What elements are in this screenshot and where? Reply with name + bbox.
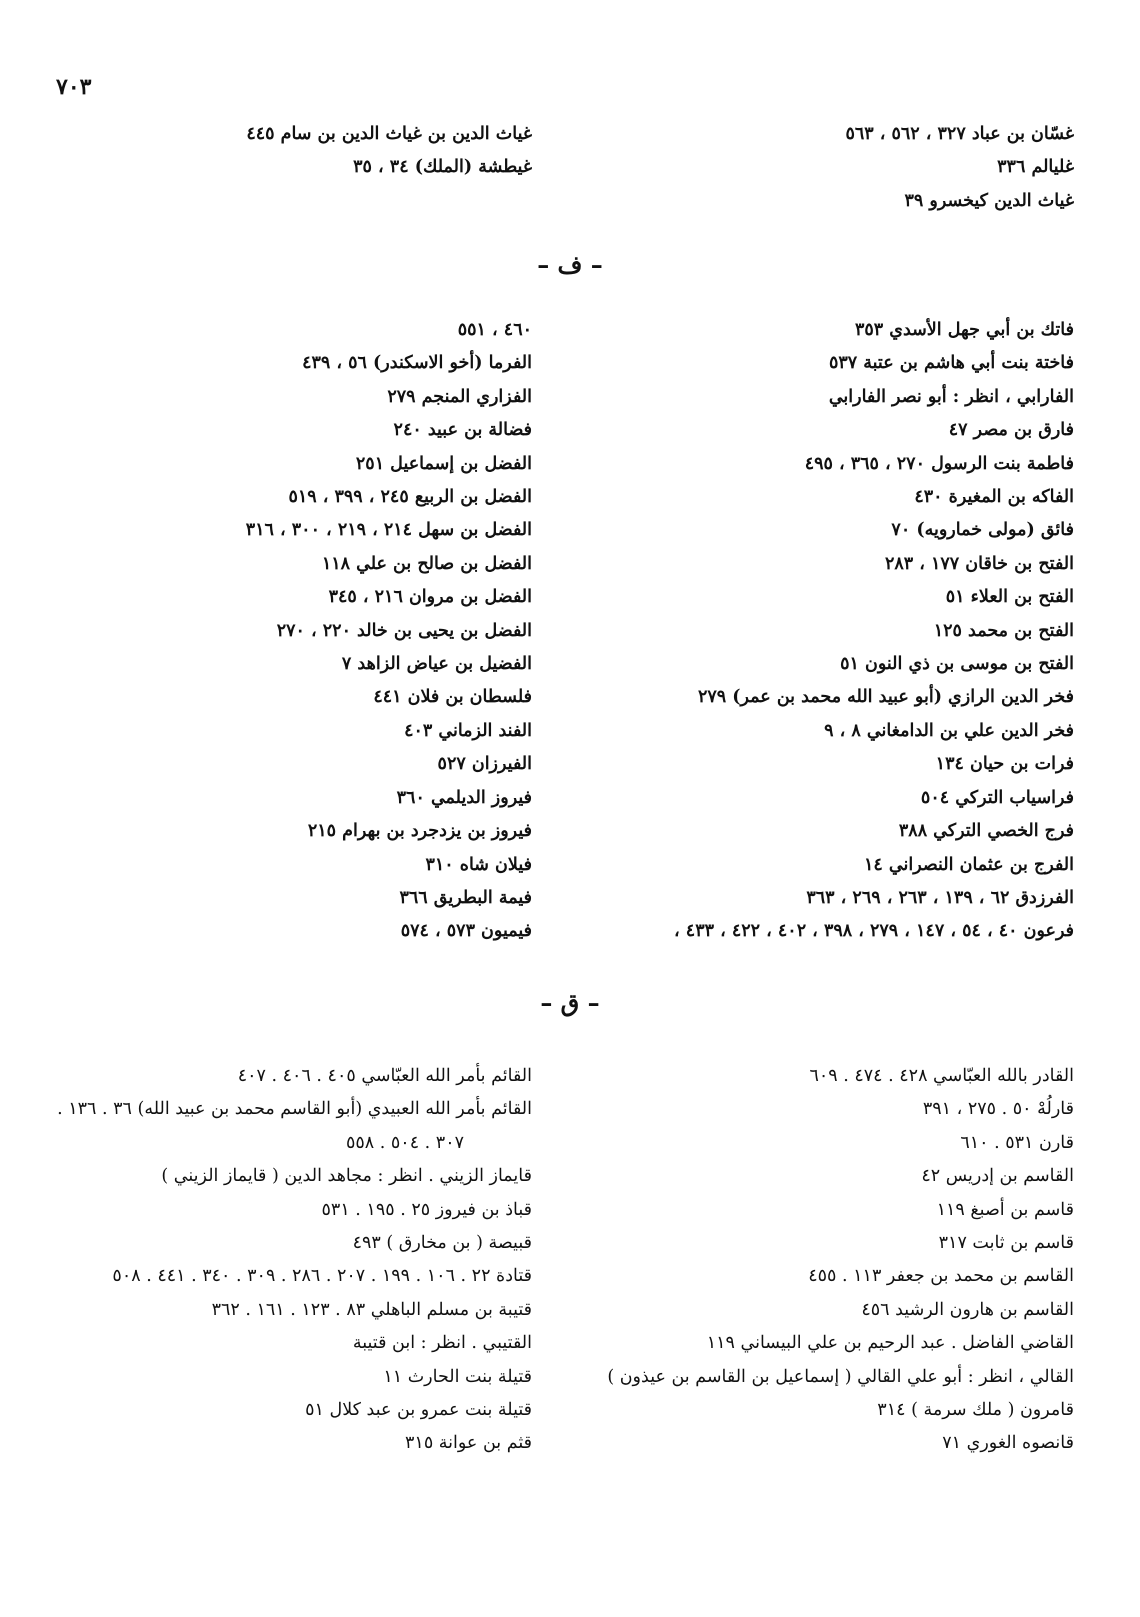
index-entry: القالي ، انظر : أبو علي القالي ( إسماعيل بن القاسم بن عيذون ) — [607, 1366, 1074, 1387]
fa-left-column — [32, 314, 532, 949]
index-entry: غليالم ٣٣٦ — [997, 157, 1074, 178]
index-entry: قارلُهْ ٥٠ . ٢٧٥ ، ٣٩١ — [922, 1099, 1074, 1120]
index-entry: الفند الزماني ٤٠٣ — [404, 720, 532, 741]
top-left-column — [32, 118, 532, 185]
index-entry: القاضي الفاضل . عبد الرحيم بن علي البيساني ١١٩ — [706, 1333, 1074, 1354]
index-entry: غياث الدين كيخسرو ٣٩ — [904, 190, 1074, 211]
index-entry: قايماز الزيني . انظر : مجاهد الدين ( قايماز الزيني ) — [161, 1166, 532, 1187]
index-entry: قارن ٥٣١ . ٦١٠ — [960, 1132, 1074, 1153]
qaf-left-column — [32, 1060, 532, 1461]
index-entry: قامرون ( ملك سرمة ) ٣١٤ — [877, 1400, 1074, 1421]
index-entry: القتيبي . انظر : ابن قتيبة — [352, 1333, 532, 1354]
index-entry: فخر الدين علي بن الدامغاني ٨ ، ٩ — [824, 720, 1074, 741]
index-entry: القاسم بن إدريس ٤٢ — [921, 1166, 1074, 1187]
index-entry: الفارابي ، انظر : أبو نصر الفارابي — [828, 386, 1074, 407]
index-entry: القائم بأمر الله العبّاسي ٤٠٥ . ٤٠٦ . ٤٠٧ — [237, 1066, 532, 1086]
index-entry: الفتح بن محمد ١٢٥ — [933, 620, 1074, 641]
index-entry: الفضل بن يحيى بن خالد ٢٢٠ ، ٢٧٠ — [276, 620, 532, 641]
index-entry: قبيصة ( بن مخارق ) ٤٩٣ — [352, 1233, 532, 1254]
index-entry: فاختة بنت أبي هاشم بن عتبة ٥٣٧ — [828, 353, 1074, 374]
index-entry: فضالة بن عبيد ٢٤٠ — [393, 420, 532, 441]
index-entry: فرج الخصي التركي ٣٨٨ — [898, 821, 1074, 842]
index-entry: القاسم بن هارون الرشيد ٤٥٦ — [861, 1299, 1074, 1320]
index-entry: قانصوه الغوري ٧١ — [942, 1433, 1074, 1454]
index-entry: الفضل بن سهل ٢١٤ ، ٢١٩ ، ٣٠٠ ، ٣١٦ — [245, 520, 532, 541]
index-entry: فيميون ٥٧٣ ، ٥٧٤ — [400, 921, 532, 942]
index-entry: غياث الدين بن غياث الدين بن سام ٤٤٥ — [246, 124, 532, 144]
index-entry: الفرزدق ٦٢ ، ١٣٩ ، ٢٦٣ ، ٢٦٩ ، ٣٦٣ — [806, 887, 1074, 908]
index-entry: فارق بن مصر ٤٧ — [948, 420, 1074, 441]
page-number: ٧٠٣ — [56, 74, 92, 100]
index-entry: قاسم بن ثابت ٣١٧ — [938, 1233, 1074, 1254]
index-entry: الفضل بن إسماعيل ٢٥١ — [355, 453, 532, 474]
index-entry: قتيلة بنت الحارث ١١ — [383, 1366, 532, 1387]
index-entry: الفيرزان ٥٢٧ — [437, 754, 532, 775]
index-entry: الفتح بن العلاء ٥١ — [945, 587, 1074, 608]
index-entry: قباذ بن فيروز ٢٥ . ١٩٥ . ٥٣١ — [321, 1199, 532, 1220]
index-entry: القاسم بن محمد بن جعفر ١١٣ . ٤٥٥ — [808, 1266, 1074, 1287]
index-entry: الفضل بن الربيع ٢٤٥ ، ٣٩٩ ، ٥١٩ — [288, 487, 532, 508]
index-entry: الفزاري المنجم ٢٧٩ — [387, 386, 532, 407]
index-entry: الفرما (أخو الاسكندر) ٥٦ ، ٤٣٩ — [302, 353, 532, 374]
index-entry: فيروز بن يزدجرد بن بهرام ٢١٥ — [307, 821, 532, 842]
index-entry: فاتك بن أبي جهل الأسدي ٣٥٣ — [854, 320, 1074, 340]
section-heading-fa: – ف – — [537, 250, 603, 279]
index-entry: قاسم بن أصبغ ١١٩ — [936, 1199, 1074, 1220]
index-entry: الفتح بن موسى بن ذي النون ٥١ — [840, 654, 1074, 675]
index-entry: قتيبة بن مسلم الباهلي ٨٣ . ١٢٣ . ١٦١ . ٣٦٢ — [211, 1299, 532, 1320]
top-right-column — [574, 118, 1074, 218]
fa-right-column — [574, 314, 1074, 949]
index-entry: الفتح بن خاقان ١٧٧ ، ٢٨٣ — [884, 553, 1074, 574]
index-entry: فيروز الديلمي ٣٦٠ — [396, 787, 532, 808]
index-entry: قتيلة بنت عمرو بن عبد كلال ٥١ — [305, 1400, 532, 1421]
index-entry: ٤٦٠ ، ٥٥١ — [457, 320, 532, 340]
index-entry: الفضل بن مروان ٢١٦ ، ٣٤٥ — [328, 587, 532, 608]
qaf-right-column — [574, 1060, 1074, 1461]
index-entry: القائم بأمر الله العبيدي (أبو القاسم محمد بن عبيد الله) ٣٦ . ١٣٦ . — [57, 1099, 532, 1120]
index-entry: فرعون ٤٠ ، ٥٤ ، ١٤٧ ، ٢٧٩ ، ٣٩٨ ، ٤٠٢ ، ٤٢٢ ، ٤٣٣ ، — [674, 921, 1074, 942]
index-entry: فيلان شاه ٣١٠ — [425, 854, 532, 875]
index-entry: فيمة البطريق ٣٦٦ — [399, 887, 532, 908]
index-entry: فرات بن حيان ١٣٤ — [935, 754, 1074, 775]
index-entry: فائق (مولى خمارويه) ٧٠ — [891, 520, 1074, 541]
section-heading-qaf: – ق – — [540, 988, 600, 1017]
index-entry: فلسطان بن فلان ٤٤١ — [373, 687, 532, 708]
index-entry: فاطمة بنت الرسول ٢٧٠ ، ٣٦٥ ، ٤٩٥ — [804, 453, 1074, 474]
index-entry: الفرج بن عثمان النصراني ١٤ — [863, 854, 1074, 875]
index-entry: قتادة ٢٢ . ١٠٦ . ١٩٩ . ٢٠٧ . ٢٨٦ . ٣٠٩ . ٣٤٠ . ٤٤١ . ٥٠٨ — [112, 1266, 532, 1287]
index-entry: الفضل بن صالح بن علي ١١٨ — [321, 553, 532, 574]
index-entry: غيطشة (الملك) ٣٤ ، ٣٥ — [353, 157, 532, 178]
index-entry: القادر بالله العبّاسي ٤٢٨ . ٤٧٤ . ٦٠٩ — [809, 1066, 1074, 1086]
index-entry: فخر الدين الرازي (أبو عبيد الله محمد بن عمر) ٢٧٩ — [697, 687, 1074, 708]
index-entry: غسّان بن عباد ٣٢٧ ، ٥٦٢ ، ٥٦٣ — [845, 124, 1074, 144]
index-entry: قثم بن عوانة ٣١٥ — [405, 1433, 532, 1454]
index-entry: الفاكه بن المغيرة ٤٣٠ — [914, 487, 1074, 508]
index-entry: فراسياب التركي ٥٠٤ — [920, 787, 1074, 808]
index-entry-continuation: ٣٠٧ . ٥٠٤ . ٥٥٨ — [345, 1132, 464, 1153]
index-entry: الفضيل بن عياض الزاهد ٧ — [341, 654, 532, 675]
